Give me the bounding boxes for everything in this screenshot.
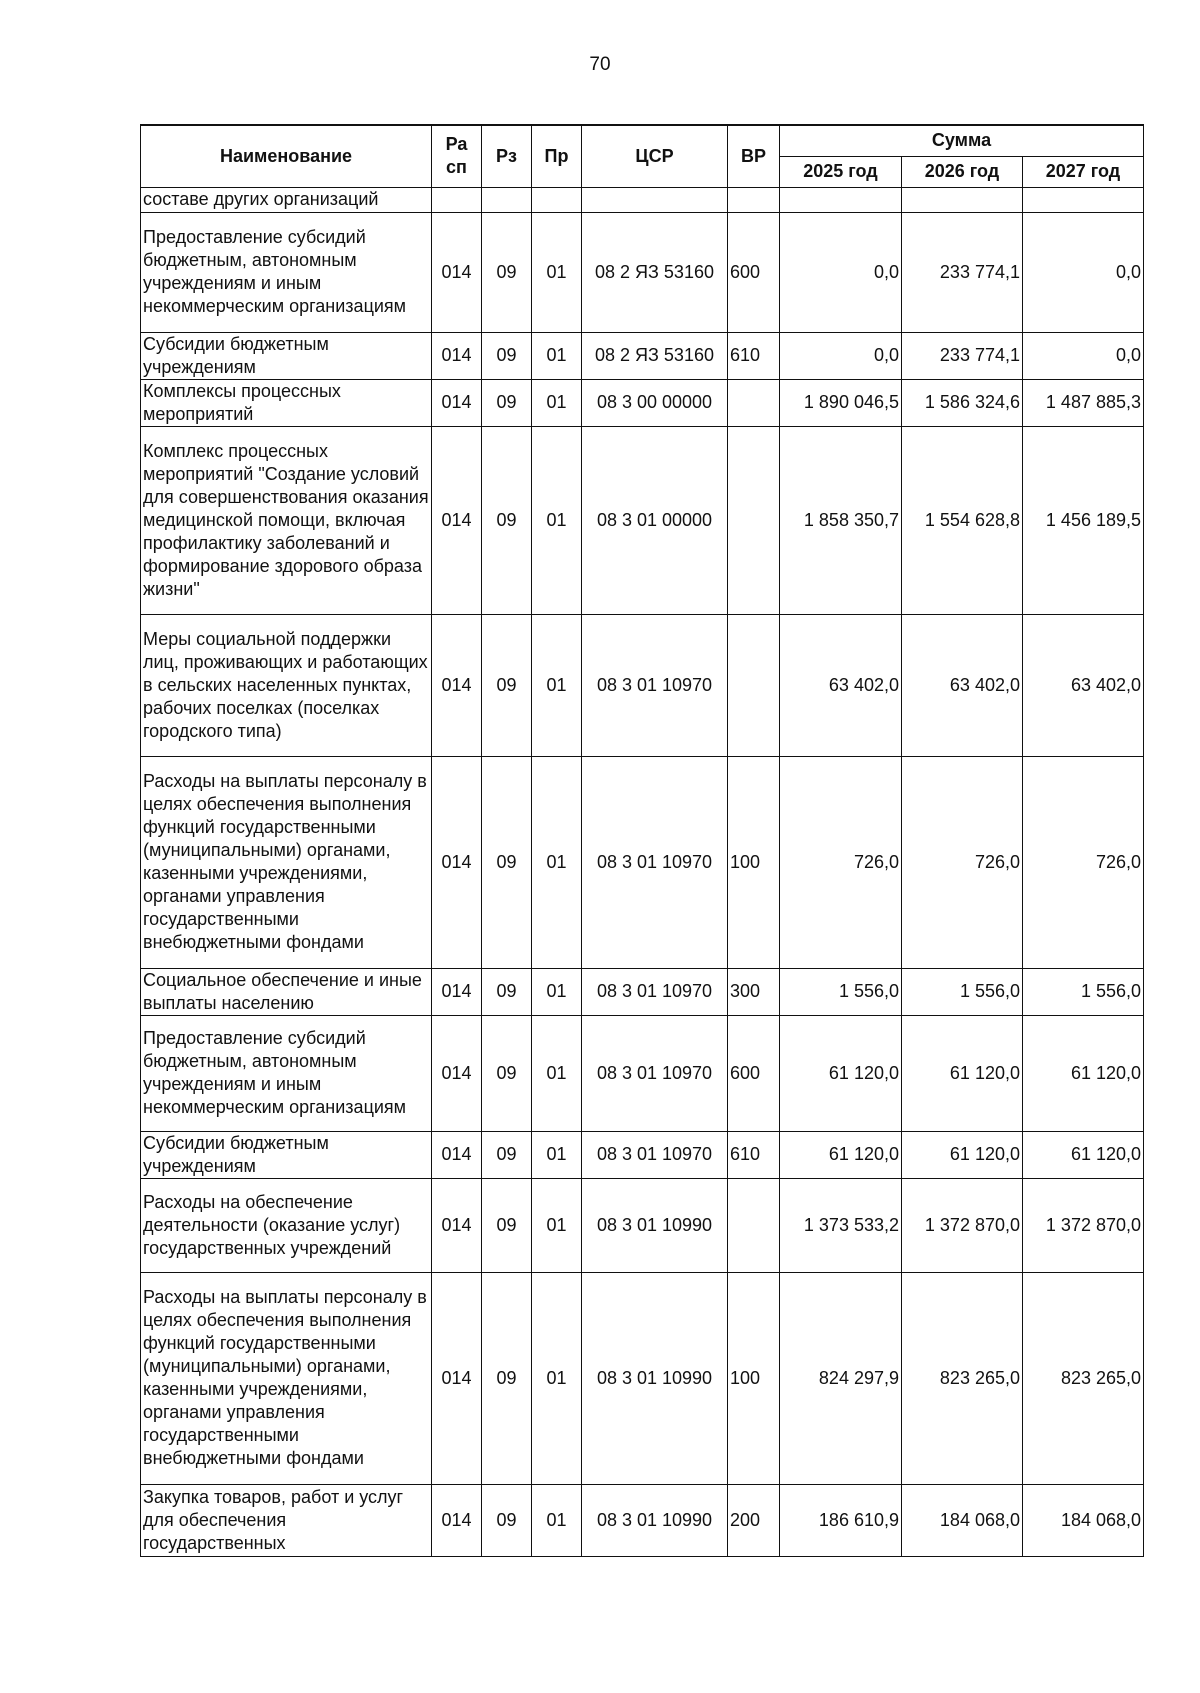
row-csr: 08 2 ЯЗ 53160: [582, 332, 728, 379]
row-pr: 01: [532, 1484, 582, 1556]
header-pr: Пр: [532, 125, 582, 187]
row-csr: 08 3 01 10990: [582, 1484, 728, 1556]
row-rz: 09: [482, 1272, 532, 1484]
row-rasp: 014: [432, 426, 482, 614]
row-rz: 09: [482, 1131, 532, 1178]
table-row: [141, 1015, 1144, 1131]
row-name: Меры социальной поддержки лиц, проживающих и работающих в сельских населенных пунктах, рабочих поселках (поселках городского типа): [141, 614, 432, 756]
row-csr: [582, 187, 728, 212]
row-pr: 01: [532, 968, 582, 1015]
row-csr: 08 3 01 10970: [582, 756, 728, 968]
row-amount-2025: [780, 187, 902, 212]
table-row: [141, 614, 1144, 756]
row-rasp: 014: [432, 614, 482, 756]
row-amount-2026: 233 774,1: [902, 332, 1023, 379]
row-name: Расходы на обеспечение деятельности (оказание услуг) государственных учреждений: [141, 1178, 432, 1272]
row-csr: 08 3 01 10990: [582, 1178, 728, 1272]
row-csr: 08 3 01 10970: [582, 968, 728, 1015]
row-pr: [532, 187, 582, 212]
row-vr: 100: [728, 756, 780, 968]
header-sum: Сумма: [780, 125, 1144, 156]
row-pr: 01: [532, 756, 582, 968]
header-rasp: [432, 125, 482, 187]
row-amount-2026: 61 120,0: [902, 1015, 1023, 1131]
table-body: [141, 187, 1144, 1556]
row-name: составе других организаций: [141, 187, 432, 212]
header-name: Наименование: [141, 125, 432, 187]
row-pr: 01: [532, 614, 582, 756]
row-vr: 600: [728, 212, 780, 332]
row-rasp: 014: [432, 379, 482, 426]
header-csr: ЦСР: [582, 125, 728, 187]
row-amount-2025: 0,0: [780, 212, 902, 332]
row-vr: 200: [728, 1484, 780, 1556]
row-amount-2025: 726,0: [780, 756, 902, 968]
row-csr: 08 3 01 10970: [582, 614, 728, 756]
header-vr: ВР: [728, 125, 780, 187]
row-amount-2026: 184 068,0: [902, 1484, 1023, 1556]
row-amount-2025: 63 402,0: [780, 614, 902, 756]
table-row: [141, 426, 1144, 614]
row-csr: 08 3 01 10970: [582, 1015, 728, 1131]
row-csr: 08 3 01 10990: [582, 1272, 728, 1484]
row-vr: 600: [728, 1015, 780, 1131]
budget-table: [140, 124, 1144, 1557]
row-rz: 09: [482, 968, 532, 1015]
row-rz: 09: [482, 756, 532, 968]
row-amount-2026: 233 774,1: [902, 212, 1023, 332]
row-amount-2026: 1 556,0: [902, 968, 1023, 1015]
row-amount-2027: 0,0: [1023, 212, 1144, 332]
row-pr: 01: [532, 379, 582, 426]
row-vr: [728, 614, 780, 756]
row-pr: 01: [532, 1178, 582, 1272]
row-vr: [728, 187, 780, 212]
header-year-2025: 2025 год: [780, 156, 902, 187]
table-row: [141, 379, 1144, 426]
row-pr: 01: [532, 1131, 582, 1178]
row-amount-2027: 1 487 885,3: [1023, 379, 1144, 426]
row-rasp: 014: [432, 1272, 482, 1484]
page-number: 70: [589, 54, 611, 75]
row-rz: 09: [482, 332, 532, 379]
table-row: [141, 1178, 1144, 1272]
row-amount-2027: 0,0: [1023, 332, 1144, 379]
row-name: Комплексы процессных мероприятий: [141, 379, 432, 426]
row-rz: 09: [482, 1015, 532, 1131]
row-amount-2027: 184 068,0: [1023, 1484, 1144, 1556]
row-amount-2026: 63 402,0: [902, 614, 1023, 756]
table-row: [141, 187, 1144, 212]
row-amount-2025: 1 373 533,2: [780, 1178, 902, 1272]
row-rasp: 014: [432, 1484, 482, 1556]
header-year-2027: 2027 год: [1023, 156, 1144, 187]
row-amount-2025: 1 890 046,5: [780, 379, 902, 426]
row-amount-2027: 61 120,0: [1023, 1131, 1144, 1178]
row-amount-2025: 61 120,0: [780, 1131, 902, 1178]
row-name: Предоставление субсидий бюджетным, автономным учреждениям и иным некоммерческим организациям: [141, 1015, 432, 1131]
row-vr: 610: [728, 332, 780, 379]
row-amount-2026: [902, 187, 1023, 212]
row-amount-2025: 1 556,0: [780, 968, 902, 1015]
row-amount-2027: [1023, 187, 1144, 212]
row-name: Расходы на выплаты персоналу в целях обеспечения выполнения функций государственными (муниципальными) органами, казенными учреждениями, органами управления государственными внебюджетными фондами: [141, 1272, 432, 1484]
row-amount-2026: 1 372 870,0: [902, 1178, 1023, 1272]
row-name: Субсидии бюджетным учреждениям: [141, 1131, 432, 1178]
row-rasp: [432, 187, 482, 212]
row-csr: 08 3 00 00000: [582, 379, 728, 426]
row-amount-2027: 1 556,0: [1023, 968, 1144, 1015]
row-amount-2025: 1 858 350,7: [780, 426, 902, 614]
row-amount-2027: 726,0: [1023, 756, 1144, 968]
row-name: Социальное обеспечение и иные выплаты населению: [141, 968, 432, 1015]
row-csr: 08 3 01 10970: [582, 1131, 728, 1178]
row-vr: [728, 1178, 780, 1272]
row-csr: 08 2 ЯЗ 53160: [582, 212, 728, 332]
row-amount-2027: 1 372 870,0: [1023, 1178, 1144, 1272]
row-amount-2026: 1 554 628,8: [902, 426, 1023, 614]
row-amount-2027: 63 402,0: [1023, 614, 1144, 756]
row-rasp: 014: [432, 212, 482, 332]
row-amount-2026: 823 265,0: [902, 1272, 1023, 1484]
row-amount-2025: 186 610,9: [780, 1484, 902, 1556]
row-amount-2025: 0,0: [780, 332, 902, 379]
row-rasp: 014: [432, 332, 482, 379]
row-amount-2027: 61 120,0: [1023, 1015, 1144, 1131]
row-rasp: 014: [432, 968, 482, 1015]
row-rasp: 014: [432, 1015, 482, 1131]
row-pr: 01: [532, 212, 582, 332]
row-name: Расходы на выплаты персоналу в целях обеспечения выполнения функций государственными (муниципальными) органами, казенными учреждениями, органами управления государственными внебюджетными фондами: [141, 756, 432, 968]
row-pr: 01: [532, 332, 582, 379]
header-rasp-top: Ра: [445, 134, 468, 155]
row-amount-2026: 61 120,0: [902, 1131, 1023, 1178]
row-csr: 08 3 01 00000: [582, 426, 728, 614]
table-row: [141, 756, 1144, 968]
row-amount-2026: 726,0: [902, 756, 1023, 968]
table-row: [141, 1131, 1144, 1178]
row-name: Комплекс процессных мероприятий "Создание условий для совершенствования оказания медицинской помощи, включая профилактику заболеваний и формирование здорового образа жизни": [141, 426, 432, 614]
row-vr: 300: [728, 968, 780, 1015]
row-name: Предоставление субсидий бюджетным, автономным учреждениям и иным некоммерческим организациям: [141, 212, 432, 332]
row-amount-2027: 1 456 189,5: [1023, 426, 1144, 614]
row-rasp: 014: [432, 1131, 482, 1178]
row-amount-2026: 1 586 324,6: [902, 379, 1023, 426]
row-amount-2025: 61 120,0: [780, 1015, 902, 1131]
row-rz: 09: [482, 1178, 532, 1272]
header-rz: Рз: [482, 125, 532, 187]
row-pr: 01: [532, 1272, 582, 1484]
row-amount-2027: 823 265,0: [1023, 1272, 1144, 1484]
table-row: [141, 1272, 1144, 1484]
row-rz: 09: [482, 614, 532, 756]
header-rasp-bottom: сп: [446, 157, 467, 178]
row-vr: [728, 426, 780, 614]
row-rz: 09: [482, 1484, 532, 1556]
row-pr: 01: [532, 426, 582, 614]
row-vr: [728, 379, 780, 426]
row-amount-2025: 824 297,9: [780, 1272, 902, 1484]
row-rz: [482, 187, 532, 212]
row-rasp: 014: [432, 1178, 482, 1272]
row-rz: 09: [482, 426, 532, 614]
row-rz: 09: [482, 379, 532, 426]
row-name: Субсидии бюджетным учреждениям: [141, 332, 432, 379]
table-row: [141, 1484, 1144, 1556]
row-pr: 01: [532, 1015, 582, 1131]
row-vr: 100: [728, 1272, 780, 1484]
table-row: [141, 212, 1144, 332]
row-vr: 610: [728, 1131, 780, 1178]
row-rasp: 014: [432, 756, 482, 968]
table-row: [141, 968, 1144, 1015]
row-rz: 09: [482, 212, 532, 332]
row-name: Закупка товаров, работ и услуг для обеспечения государственных: [141, 1484, 432, 1556]
table-row: [141, 332, 1144, 379]
header-year-2026: 2026 год: [902, 156, 1023, 187]
